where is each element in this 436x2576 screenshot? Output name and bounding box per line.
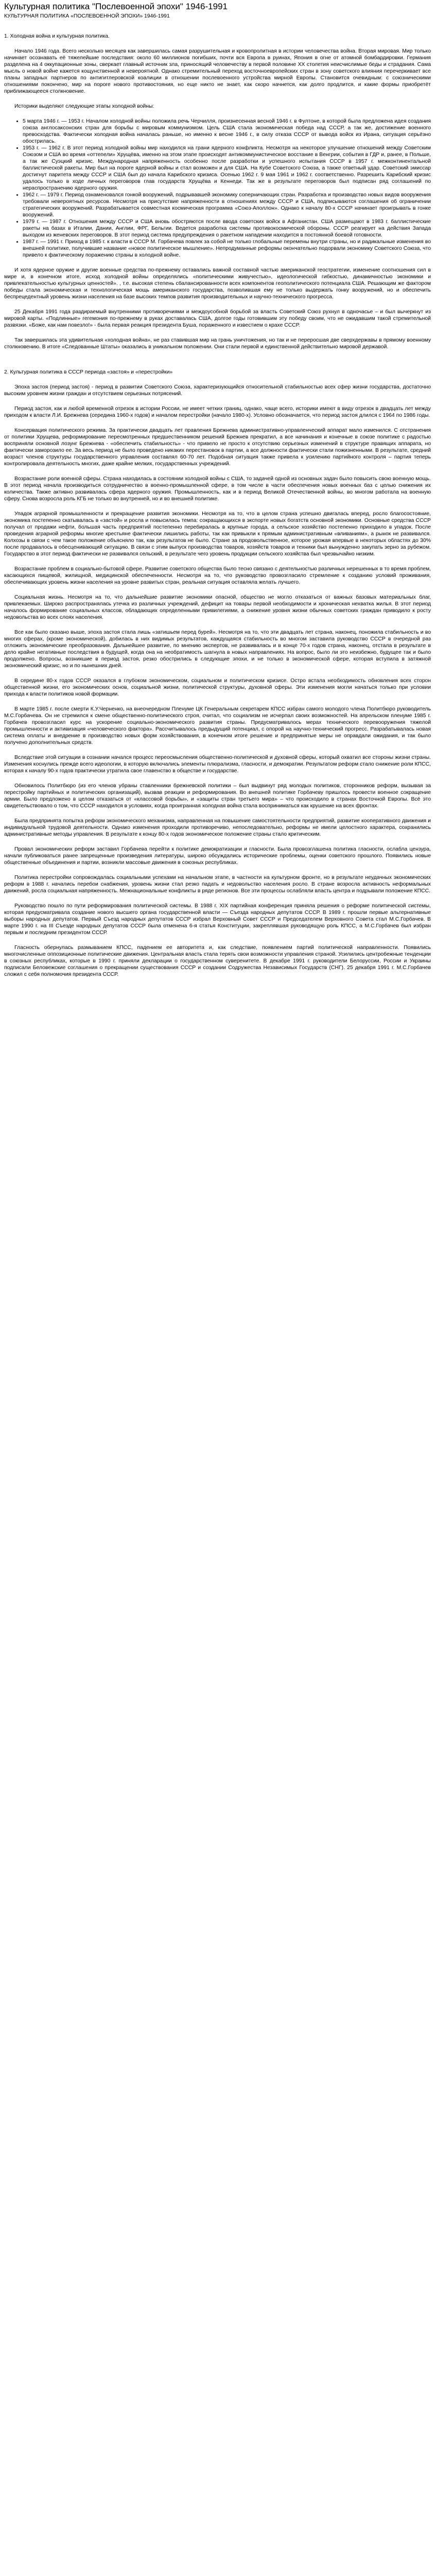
page-subtitle: КУЛЬТУРНАЯ ПОЛИТИКА «ПОСЛЕВОЕННОЙ ЭПОХИ» 1946-1991 [4,13,170,20]
section-2-heading: 2. Культурная политика в СССР периода «застоя» и «перестройки» [4,369,173,376]
list-item: • 1953 г. — 1962 г. В этот период холодной войны мир находился на грани ядерного конфликта. Несмотря на некоторое улучшение отношений между Советским Союзом и США во время «оттепели» Хрущёва, именно на этом этапе происходят антикоммунистическое восстание в Венгрии, события в ГДР и, ранее, в Польше, а так же Суэцкий кризис. Международная напряженность особенно после разработки и успешного испытания СССР в 1957 г. межконтинентальной баллистической ракеты. Мир был на пороге ядерной войны и стал возможен и для США. На Кубе Советского Союза, а также ответный удар. Советский эмиссар достигнут паритета между СССР и США был до начала Карибского кризиса. Осенью 1962 г. 9 мая 1961 и 1962 г. соответственно. Разрешить Карибский кризис удалось только в ходе личных переговоров глав государств Хрущёва и Кеннеди. Так же в результате переговоров был подписан ряд соглашений по нераспространению ядерного оружия. [23,145,431,192]
paragraph: Эпоха застоя (период застоя) - период в развитии Советского Союза, характеризующийся относительной стабильностью всех сфер жизни государства, достаточно высоким уровнем жизни граждан и отсутствием серьезных потрясений. [4,384,431,397]
paragraph: Вследствие этой ситуации в сознании начался процесс переосмысления общественно-политической и духовной сферы, который охватил все стороны жизни страны. Изменения коснулись прежде всего идеологии, в которую включались элементы плюрализма, гласности, и демократии. Результатом реформ стало снижение роли КПСС, которая к началу 90-х годов практически утратила свое главенство в обществе и государстве. [4,755,431,774]
paragraph: В середине 80-х годов СССР оказался в глубоком экономическом, социальном и политическом кризисе. Остро встала необходимость обновления всех сторон общественной жизни, его экономических основ, социальной жизни, политической структуры, духовной сферы. Эти изменения могли начаться только при условии прихода к власти политиков новой формации. [4,678,431,698]
paragraph: Возрастание роли военной сферы. Страна находилась в состоянии холодной войны с США, то задачей одной из основных задач было повысить свою военную мощь. В этот период начала производиться сотрудничество в военно-промышленной сфере, в том числе в части обеспечения новых военных баз с целью снижения их количества. Также активно развивалась сфера ядерного оружия. Промышленность, как и в период Великой Отечественной войны, во многом работала на военную сферу. Снова возросла роль КГБ не только во внутренней, но и во внешней политике. [4,476,431,502]
paragraph: Была предпринята попытка реформ экономического механизма, направленная на повышение самостоятельности предприятий, развитие кооперативного движения и индивидуальной трудовой деятельности. Однако изменения проходили противоречиво, непоследовательно, реформы не имели целостного характера, сохранились административные методы управления. В результате к концу 80-х годов экономическое положение страны стало критическим. [4,818,431,838]
paragraph: Политика перестройки сопровождалась социальными успехами на начальном этапе, в частности на культурном фронте, но в результате неудачных экономических реформ в 1988 г. начались перебои снабжения, уровень жизни стал резко падать и недовольство населения росло. В стране возросла активность неформальных движений, росла социальная напряженность. Межнациональные конфликты в ряде регионов. Все эти процессы ослабляли власть центра и подрывали положение КПСС. [4,875,431,894]
list-item: • 1987 г. — 1991 г. Приход в 1985 г. к власти в СССР М. Горбачева повлек за собой не только глобальные перемены внутри страны, но и радикальные изменения во внешней политике, получившие название «новое политическое мышление». Непродуманные реформы окончательно подорвали экономику Советского Союза, что привело к фактическому поражению страны в холодной войне. [23,239,431,259]
paragraph: Историки выделяют следующие этапы холодной войны: [14,104,154,110]
section-1-heading: 1. Холодная война и культурная политика. [4,33,110,40]
paragraph: Период застоя, как и любой временной отрезок в истории России, не имеет четких границ, однако, чаще всего, историки имеют в виду отрезок в двадцать лет между приходом к власти Л.И. Брежнева (середина 1960-х годов) и началом перестройки (начало 1980-х). Условно обозначается, что период застоя длился с 1964 по 1986 годы. [4,406,431,419]
paragraph: Провал экономических реформ заставил Горбачева перейти к политике демократизации и гласности. Была провозглашена политика гласности, ослабла цензура, начали публиковаться ранее запрещенные произведения литературы, широко обсуждались исторические проблемы, оценки советского прошлого. Появились новые общественные объединения и партии, возникли массовые движения в союзных республиках. [4,846,431,866]
paragraph: Гласность обернулась размыванием КПСС, падением ее авторитета и, как следствие, появлением партий политической направленности. Появились многочисленные оппозиционные политические движения. Центральная власть стала терять свои возможности управления страной. Усилились центробежные тенденции в союзных республиках, которые в 1990 г. приняли декларации о государственном суверенитете. В декабре 1991 г. руководители Белоруссии, России и Украины подписали Беловежские соглашения о прекращении существования СССР и создании Содружества Независимых Государств (СНГ). 25 декабря 1991 г. М.С.Горбачев сложил с себя полномочия президента СССР. [4,945,431,978]
paragraph: Руководство пошло по пути реформирования политической системы. В 1988 г. XIX партийная конференция приняла решения о реформе политической системы, которая предусматривала создание нового высшего органа государственной власти — Съезда народных депутатов СССР. В 1989 г. прошли первые альтернативные выборы народных депутатов. Первый Съезд народных депутатов СССР избрал Верховный Совет СССР и Председателем Верховного Совета стал М.С.Горбачев. В марте 1990 г. на III Съезде народных депутатов СССР была отменена 6-я статья Конституции, закреплявшая руководящую роль КПСС, а М.С.Горбачев был избран первым и последним президентом СССР. [4,903,431,936]
paragraph: Обновилось Политбюро (из его членов убраны ставленники брежневской политики – был выдвинут ряд молодых политиков, сторонников реформ, вызывая за перестройку партийных и политических организаций), вызвав реакции и реформирования. Во внешней политике Горбачеву пришлось провести военное сокращение армии. Было предложено в целом отказаться от «классовой борьбы», и «защиты стран третьего мира» – что происходило в странах Восточной Европы. Всё это свидетельствовало о том, что СССР находился в условиях, когда проигранная холодная война стала восприниматься как крушение на всех фронтах. [4,783,431,809]
list-item: • 1979 г. — 1987 г. Отношения между СССР и США вновь обостряются после ввода советских войск в Афганистан. США размещают в 1983 г. баллистические ракеты на базах в Италии, Дании, Англии, ФРГ, Бельгии. Ведется разработка системы противокосмической обороны. СССР реагирует на действия Запада выходом из женевских переговоров. В этот период система предупреждения о ракетном нападении находится в постоянной боевой готовности. [23,218,431,239]
paragraph: Все как было сказано выше, эпоха застоя стала лишь «затишьем перед бурей». Несмотря на то, что эти двадцать лет страна, наконец, поножила стабильность и во многих сферах, (кроме экономической), добилась в них видимых результатов, каждущаяся стабильность во многом заставила руководство СССР в очередной раз отложить экономические преобразования. Дальнейшее развитие, по мнению экспертов, не развивалась и в конце 70-х годов страна, наконец, отстала в результате в дело крайне негативные последствия в будущей, когда она на необратимость шагнула в новых направлениях. На вопрос, было ли это неизбежно, будущее так и было продолжено. Вопросы, возникшие в период застоя, резко обострились в следующие эпохи, и не только в экономической сфере, которая вступила в затяжной экономический кризис, но и по нынешних дней. [4,630,431,669]
paragraph: В марте 1985 г. после смерти К.У.Черненко, на внеочередном Пленуме ЦК Генеральным секретарем КПСС избран самого молодого члена Политбюро руководитель М.С.Горбачева. Он не стремился к смене общественно-политического строя, считал, что социализм не исчерпал своих возможностей. На апрельском пленуме 1985 г. Горбачев провозгласил курс на ускорение социально-экономического развития страны. Предусматривалось мерах технического перевооружения тяжелой промышленности и активизация «человеческого фактора». Рассчитывалось предыдущий потенциал, с опорой на научно-технический прогресс. Разрабатывалась новая система оплаты и внедрение в производство новых форм хозяйствования, в конечном итоге решение и предпринятые меры не оправдали ожидания, и так было получено дополнительных средств. [4,706,431,746]
paragraph: Начало 1946 года. Всего несколько месяцев как завершилась самая разрушительная и кровопролитная в истории человечества война. Вторая мировая. Мир только начинает осознавать её тяжелейшие последствия: около 60 миллионов погибших, почти вся Европа в руинах, Япония в огне от атомной бомбардировки. Германия разделена на 4 оккупационные зоны, сверкает главный источник зла, приносящий человечеству в первой половине XX столетия неисчислимые беды и страдания. Сама мысль о новой войне кажется кощунственной и невероятной. Однако стремительный переход восточноевропейских стран в зону советского влияния перечеркивает все планы западных партнеров по антигитлеровской коалиции в отношении послевоенного устройства мирной Европы. Становится очевидным: с союзническими отношениями покончено, мир на пороге нового противостояния, но еще никто не знает, как скоро начнется, как долго продлится, и какие формы приобретёт приближающееся столкновение. [4,48,431,95]
paragraph: Консервация политического режима. За практически двадцать лет правления Брежнева административно-управленческий аппарат мало изменился. С отстранения от политики Хрущева, реформирование пересмотренных предшественником решений Брежнев прекратил, а все начинания и конечные в союзе политике с радостью восприняли основной лозунг Брежнева - «обеспечить стабильность» - что привело не просто к отсутствию серьезных изменений в структуре правящих аппарата, но фактически заморозило ее. За весь период не было проведено никаких перестановок в партии, а все должности фактически стали пожизненными. В результате, средний возраст членов структуры государственного управления составлял 60-70 лет. Подобная ситуация также привела к усилению партийного контроля – партия теперь контролировала деятельность многих, даже крайне мелких, государственных учреждений. [4,428,431,467]
paragraph: Возрастание проблем в социально-бытовой сфере. Развитие советского общества было тесно связано с деятельностью различных нерешенных в то время проблем, касающихся пищевой, жилищной, медицинской обеспеченности. Несмотря на то, что руководство провозгласило стремление к созданию условий проживания, обеспечивающих уровень жизни населения на уровне развитых стран, реальная ситуация оставляла желать лучшего. [4,566,431,586]
page-title: Культурная политика "Послевоенной эпохи" 1946-1991 [4,2,228,11]
paragraph: И хотя ядерное оружие и другие военные средства по-прежнему оставались важной составной частью американской геостратегии, изменение соотношения сил в мире и, в конечном итоге, исход холодной войны определялись «политическими живучестью», идеологической гибкостью, динамичностью экономики и привлекательностью культурных ценностей». , т.е. высокая степень сбалансированности всех компонентов геополитического потенциала США. Решающим же фактором победы стала экономическая и технологическая мощь американского государства, позволившая ему не только выдержать гонку вооружений, но и обеспечить беспрецедентный уровень жизни населения на базе высоких темпов развития производительных и научно-технического прогресса. [4,267,431,300]
paragraph: Социальная жизнь. Несмотря на то, что дальнейшие развитие экономики опасной, общество не могло отказаться от важных базовых материальных благ, привлекаемых. Широко распространялась утечка из различных учреждений, дефицит на товары первой необходимости и хроническая нехватка жилья. В этот период началось формирование социальных классов, обладающих определенными привилегиями, а снижение уровня жизни обычных советских граждан приводило к росту недовольства во всех слоях населения. [4,595,431,621]
list-item: • 5 марта 1946 г. — 1953 г. Началом холодной войны положила речь Черчилля, произнесенная весной 1946 г. в Фултоне, в которой была предложена идея создания союза англосаксонских стран для борьбы с мировым коммунизмом. Цель США стала экономическая победа над СССР, а так же, достижение военного превосходства. Фактически холодная война началась раньше, но именно к весне 1946 г., в силу отказа СССР от вывода войск из Ирана, ситуация серьёзно обострилась. [23,118,431,145]
stages-list [4,118,431,259]
document-page [0,0,436,990]
paragraph: 25 Декабря 1991 года раздираемый внутренними противоречиями и междоусобной борьбой за власть Советский Союз рухнул в одночасье – и был вычеркнут из мировой карты. «Подлинные» гегемония по-прежнему в руках доставалась США, долгое годы готовившим эту победу своим, что не ожидавшим такой стремительной развязки. «Боже, как нам повезло!» - была первая реакция президента Буша, пораженного и известием о крахе СССР. [4,309,431,329]
paragraph: Упадок аграрной промышленности и прекращение развития экономики. Несмотря на то, что в целом страна успешно двигалась вперед, росло благосостояние, экономика постепенно скатывалась в «застой» и росла и повысилась темпа: сокращающихся в экспорте новых богатств основной экономики. Основные средства СССР получал от продажи нефти, большая часть предприятий постепенно перебиралась в крупные города, а сельское хозяйство постепенно приходило в упадок. После проведения аграрной реформы многие крестьяне фактически лишились работы, так как привыкли к прямым административным «вливаниям», а рынок не развивался. Колхозы в связи с чем такое положение объясняло так, как результатов не было. Стране за продовольственное, которое урожая впервые в некоторых областях до 30% после продавалось в обесценивающий ситуацию. В связи с этим выпуск производства товаров, хозяйств товаров и техники был вынужденно закупать зерно за рубежом. Государство в этот период фактически не развивался сельский, в результате чего уровень продукции сельского хозяйства был чрезвычайно низким. [4,511,431,557]
list-item: • 1962 г. — 1979 г. Период ознаменовался гонкой вооружений, подрывавшей экономику соперничающих стран. Разработка и производство новых видов вооружения требовали невероятных ресурсов. Несмотря на присутствие напряженности в отношениях между СССР и США, подписываются соглашения об ограничении стратегических вооружений. Разрабатывается совместная космическая программа «Союз-Аполлон». Однако к началу 80-х СССР начинает проигрывать в гонке вооружений. [23,192,431,218]
paragraph: Так завершилась эта удивительная «холодная война», не раз ставившая мир на грань уничтожения, но так и не переросшая две сверхдержавы в прямому военному столкновению. В итоге «Следованные Штаты» оказались в уникальном положении. Они стали первой и единственной действительно мировой державой. [4,337,431,350]
